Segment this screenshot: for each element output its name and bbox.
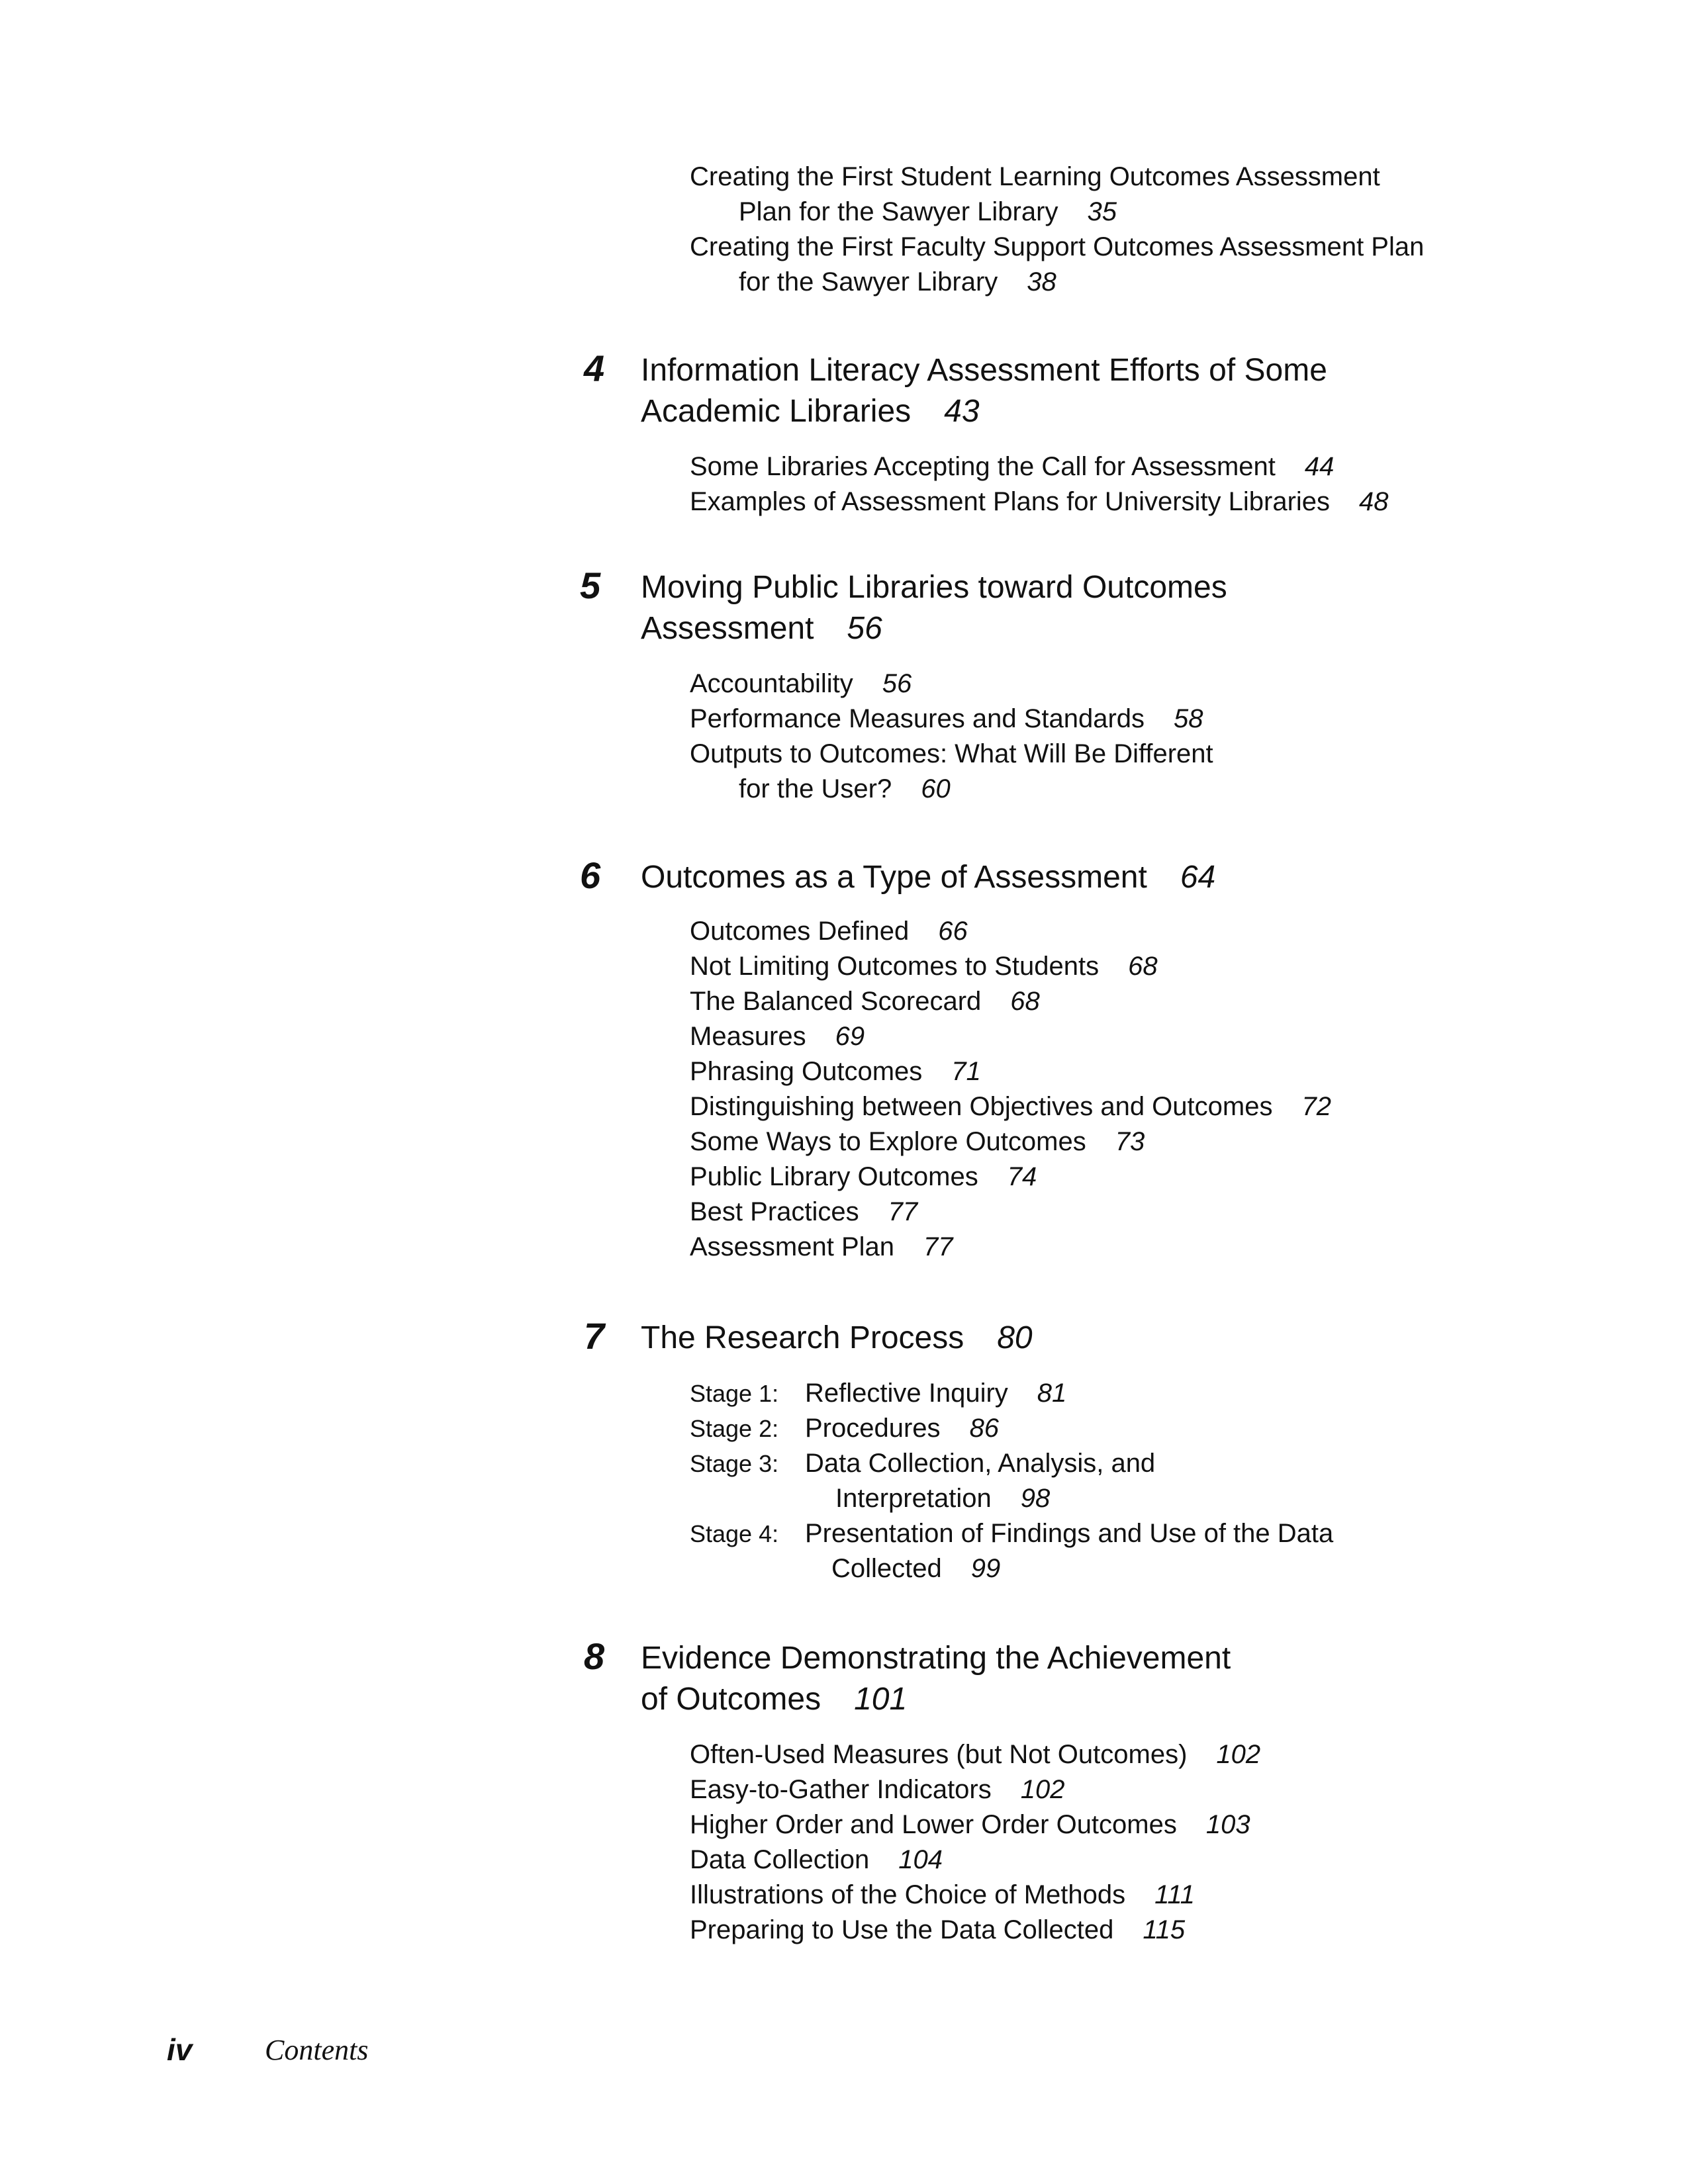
toc-entry-title: Creating the First Faculty Support Outcomes Assessment Plan — [690, 232, 1425, 261]
toc-entry-page: 69 — [835, 1022, 865, 1051]
toc-entry: Phrasing Outcomes 71 — [690, 1057, 981, 1086]
toc-entry-page: 104 — [898, 1845, 943, 1874]
chapter-page: 80 — [997, 1320, 1033, 1355]
toc-entry: Some Libraries Accepting the Call for Assessment 44 — [690, 452, 1335, 481]
toc-entry: Outputs to Outcomes: What Will Be Different — [690, 739, 1213, 768]
toc-entry-page: 38 — [1027, 267, 1056, 296]
toc-entry-title: for the Sawyer Library — [739, 267, 998, 296]
toc-entry: Not Limiting Outcomes to Students 68 — [690, 952, 1158, 981]
toc-entry: Illustrations of the Choice of Methods 111 — [690, 1880, 1195, 1909]
toc-entry: Accountability 56 — [690, 669, 912, 698]
toc-entry: Data Collection 104 — [690, 1845, 943, 1874]
toc-entry-page: 98 — [1020, 1484, 1051, 1513]
chapter-title-cont: of Outcomes 101 — [641, 1682, 908, 1717]
toc-entry-page: 99 — [970, 1554, 1001, 1583]
toc-entry: Higher Order and Lower Order Outcomes 103 — [690, 1810, 1250, 1839]
toc-entry-sawyer-faculty — [690, 229, 1424, 265]
toc-entry-page: 86 — [969, 1414, 1000, 1443]
chapter-number: 7 — [584, 1315, 605, 1357]
chapter-title-cont: Assessment 56 — [641, 611, 882, 646]
toc-entry: Distinguishing between Objectives and Outcomes 72 — [690, 1092, 1331, 1121]
chapter-page: 56 — [847, 611, 882, 646]
toc-entry-sawyer-learning — [690, 159, 1380, 195]
toc-entry-page: 102 — [1216, 1740, 1261, 1769]
chapter-title-cont: Academic Libraries 43 — [641, 394, 980, 429]
toc-stage-entry: Stage 2: Procedures 86 — [690, 1410, 999, 1447]
toc-entry-page: 77 — [888, 1197, 918, 1226]
toc-entry-page: 66 — [938, 917, 968, 946]
toc-entry-page: 68 — [1010, 987, 1040, 1016]
toc-entry-page: 72 — [1301, 1092, 1331, 1121]
toc-entry-page: 68 — [1128, 952, 1158, 981]
stage-label: Stage 1: — [690, 1380, 779, 1407]
toc-entry: Best Practices 77 — [690, 1197, 918, 1226]
toc-entry: Some Ways to Explore Outcomes 73 — [690, 1127, 1145, 1156]
stage-label: Stage 4: — [690, 1520, 779, 1547]
toc-entry: Performance Measures and Standards 58 — [690, 704, 1203, 733]
toc-entry-page: 77 — [923, 1232, 953, 1261]
toc-entry-page: 48 — [1359, 487, 1389, 516]
chapter-page: 101 — [854, 1682, 908, 1717]
chapter-number: 6 — [580, 854, 601, 896]
toc-entry: Often-Used Measures (but Not Outcomes) 102 — [690, 1740, 1261, 1769]
toc-entry-page: 71 — [951, 1057, 981, 1086]
toc-entry-page: 103 — [1205, 1810, 1250, 1839]
toc-entry-sawyer-learning-cont — [739, 194, 1117, 230]
toc-entry-page: 58 — [1174, 704, 1203, 733]
chapter-page: 43 — [944, 394, 980, 429]
toc-stage-entry: Stage 1: Reflective Inquiry 81 — [690, 1375, 1066, 1412]
chapter-number: 4 — [584, 347, 605, 389]
chapter-number: 5 — [580, 565, 601, 606]
toc-entry-cont: for the User? 60 — [739, 774, 951, 803]
toc-entry-page: 111 — [1154, 1880, 1195, 1909]
chapter-number: 8 — [584, 1635, 605, 1677]
toc-entry-title: Plan for the Sawyer Library — [739, 197, 1058, 226]
toc-entry-page: 115 — [1143, 1915, 1186, 1944]
toc-entry-sawyer-faculty-cont — [739, 264, 1056, 300]
toc-entry: Assessment Plan 77 — [690, 1232, 953, 1261]
chapter-page: 64 — [1180, 860, 1216, 895]
toc-stage-entry-cont: Interpretation 98 — [835, 1484, 1051, 1513]
stage-label: Stage 3: — [690, 1450, 779, 1477]
toc-entry-page: 81 — [1037, 1379, 1067, 1408]
toc-entry-page: 60 — [921, 774, 951, 803]
toc-entry: Preparing to Use the Data Collected 115 — [690, 1915, 1186, 1944]
toc-stage-entry: Stage 3: Data Collection, Analysis, and — [690, 1445, 1155, 1482]
chapter-title: The Research Process 80 — [641, 1320, 1033, 1355]
toc-entry-page: 102 — [1020, 1775, 1065, 1804]
toc-entry: Examples of Assessment Plans for University Libraries 48 — [690, 487, 1389, 516]
chapter-title: Evidence Demonstrating the Achievement — [641, 1641, 1231, 1676]
toc-entry: Outcomes Defined 66 — [690, 917, 968, 946]
toc-stage-entry: Stage 4: Presentation of Findings and Use of the Data — [690, 1516, 1333, 1552]
toc-entry: Public Library Outcomes 74 — [690, 1162, 1037, 1191]
toc-stage-entry-cont: Collected 99 — [831, 1554, 1001, 1583]
chapter-title: Moving Public Libraries toward Outcomes — [641, 570, 1227, 605]
chapter-title: Outcomes as a Type of Assessment 64 — [641, 860, 1216, 895]
toc-entry-page: 35 — [1087, 197, 1117, 226]
toc-entry-title: Creating the First Student Learning Outcomes Assessment — [690, 162, 1380, 191]
stage-label: Stage 2: — [690, 1415, 779, 1442]
toc-entry-page: 44 — [1304, 452, 1335, 481]
toc-entry-page: 56 — [882, 669, 912, 698]
toc-entry-page: 74 — [1007, 1162, 1037, 1191]
toc-entry: The Balanced Scorecard 68 — [690, 987, 1040, 1016]
toc-entry-page: 73 — [1115, 1127, 1145, 1156]
running-title: Contents — [265, 2034, 369, 2066]
chapter-title: Information Literacy Assessment Efforts of Some — [641, 353, 1327, 388]
toc-entry: Easy-to-Gather Indicators 102 — [690, 1775, 1065, 1804]
toc-entry: Measures 69 — [690, 1022, 865, 1051]
page-number: iv — [167, 2032, 193, 2067]
